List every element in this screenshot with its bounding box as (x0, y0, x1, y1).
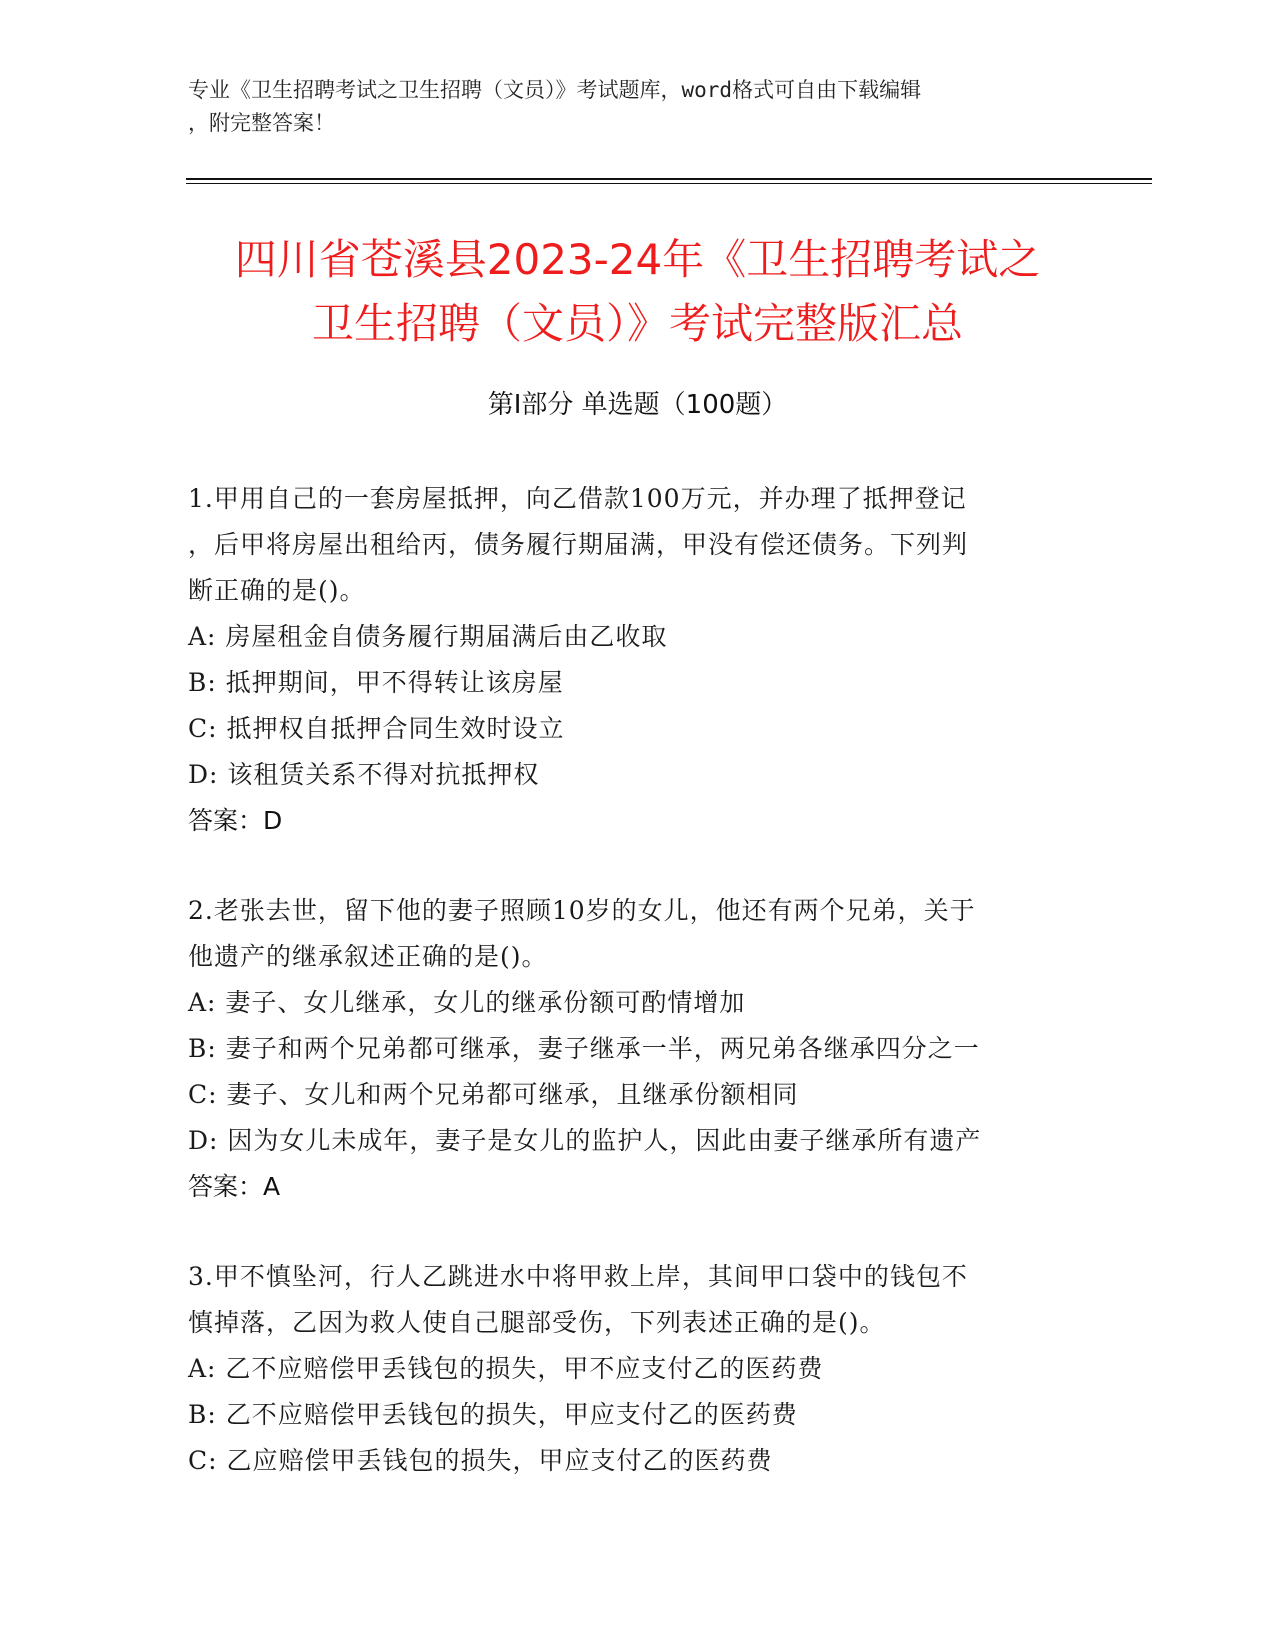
question-stem-line: 断正确的是()。 (188, 576, 366, 605)
option-b: B: 抵押期间，甲不得转让该房屋 (188, 668, 564, 697)
document-title (150, 228, 1125, 356)
document-title-line-2: 卫生招聘（文员）》考试完整版汇总 (311, 299, 963, 348)
option-d: D: 该租赁关系不得对抗抵押权 (188, 760, 540, 789)
question-stem-line: ，后甲将房屋出租给丙，债务履行期届满，甲没有偿还债务。下列判 (188, 530, 969, 559)
answer-label: 答案：A (188, 1172, 281, 1201)
header-divider-thick (186, 178, 1152, 180)
question-2 (188, 888, 1088, 1210)
option-c: C: 乙应赔偿甲丢钱包的损失，甲应支付乙的医药费 (188, 1446, 773, 1475)
document-title-line-1: 四川省苍溪县2023-24年《卫生招聘考试之 (234, 235, 1041, 284)
option-c: C: 妻子、女儿和两个兄弟都可继承，且继承份额相同 (188, 1080, 799, 1109)
header-note-line-1: 专业《卫生招聘考试之卫生招聘（文员）》考试题库，word格式可自由下载编辑 (188, 78, 922, 102)
question-stem-line: 他遗产的继承叙述正确的是()。 (188, 942, 548, 971)
option-b: B: 妻子和两个兄弟都可继承，妻子继承一半，两兄弟各继承四分之一 (188, 1034, 980, 1063)
header-note (188, 74, 1088, 140)
header-divider-thin (186, 183, 1152, 184)
header-note-line-2: ，附完整答案！ (188, 111, 335, 135)
question-list (188, 476, 1088, 1528)
answer-label: 答案：D (188, 806, 283, 835)
question-stem-line: 慎掉落，乙因为救人使自己腿部受伤，下列表述正确的是()。 (188, 1308, 886, 1337)
question-1 (188, 476, 1088, 844)
question-3 (188, 1254, 1088, 1484)
option-c: C: 抵押权自抵押合同生效时设立 (188, 714, 565, 743)
option-b: B: 乙不应赔偿甲丢钱包的损失，甲应支付乙的医药费 (188, 1400, 798, 1429)
option-d: D: 因为女儿未成年，妻子是女儿的监护人，因此由妻子继承所有遗产 (188, 1126, 982, 1155)
option-a: A: 房屋租金自债务履行期届满后由乙收取 (188, 622, 668, 651)
question-stem-line: 2.老张去世，留下他的妻子照顾10岁的女儿，他还有两个兄弟，关于 (188, 896, 976, 925)
option-a: A: 妻子、女儿继承，女儿的继承份额可酌情增加 (188, 988, 746, 1017)
question-stem-line: 1.甲用自己的一套房屋抵押，向乙借款100万元，并办理了抵押登记 (188, 484, 967, 513)
section-title: 第Ⅰ部分 单选题（100题） (487, 390, 788, 420)
option-a: A: 乙不应赔偿甲丢钱包的损失，甲不应支付乙的医药费 (188, 1354, 824, 1383)
question-stem-line: 3.甲不慎坠河，行人乙跳进水中将甲救上岸，其间甲口袋中的钱包不 (188, 1262, 968, 1291)
